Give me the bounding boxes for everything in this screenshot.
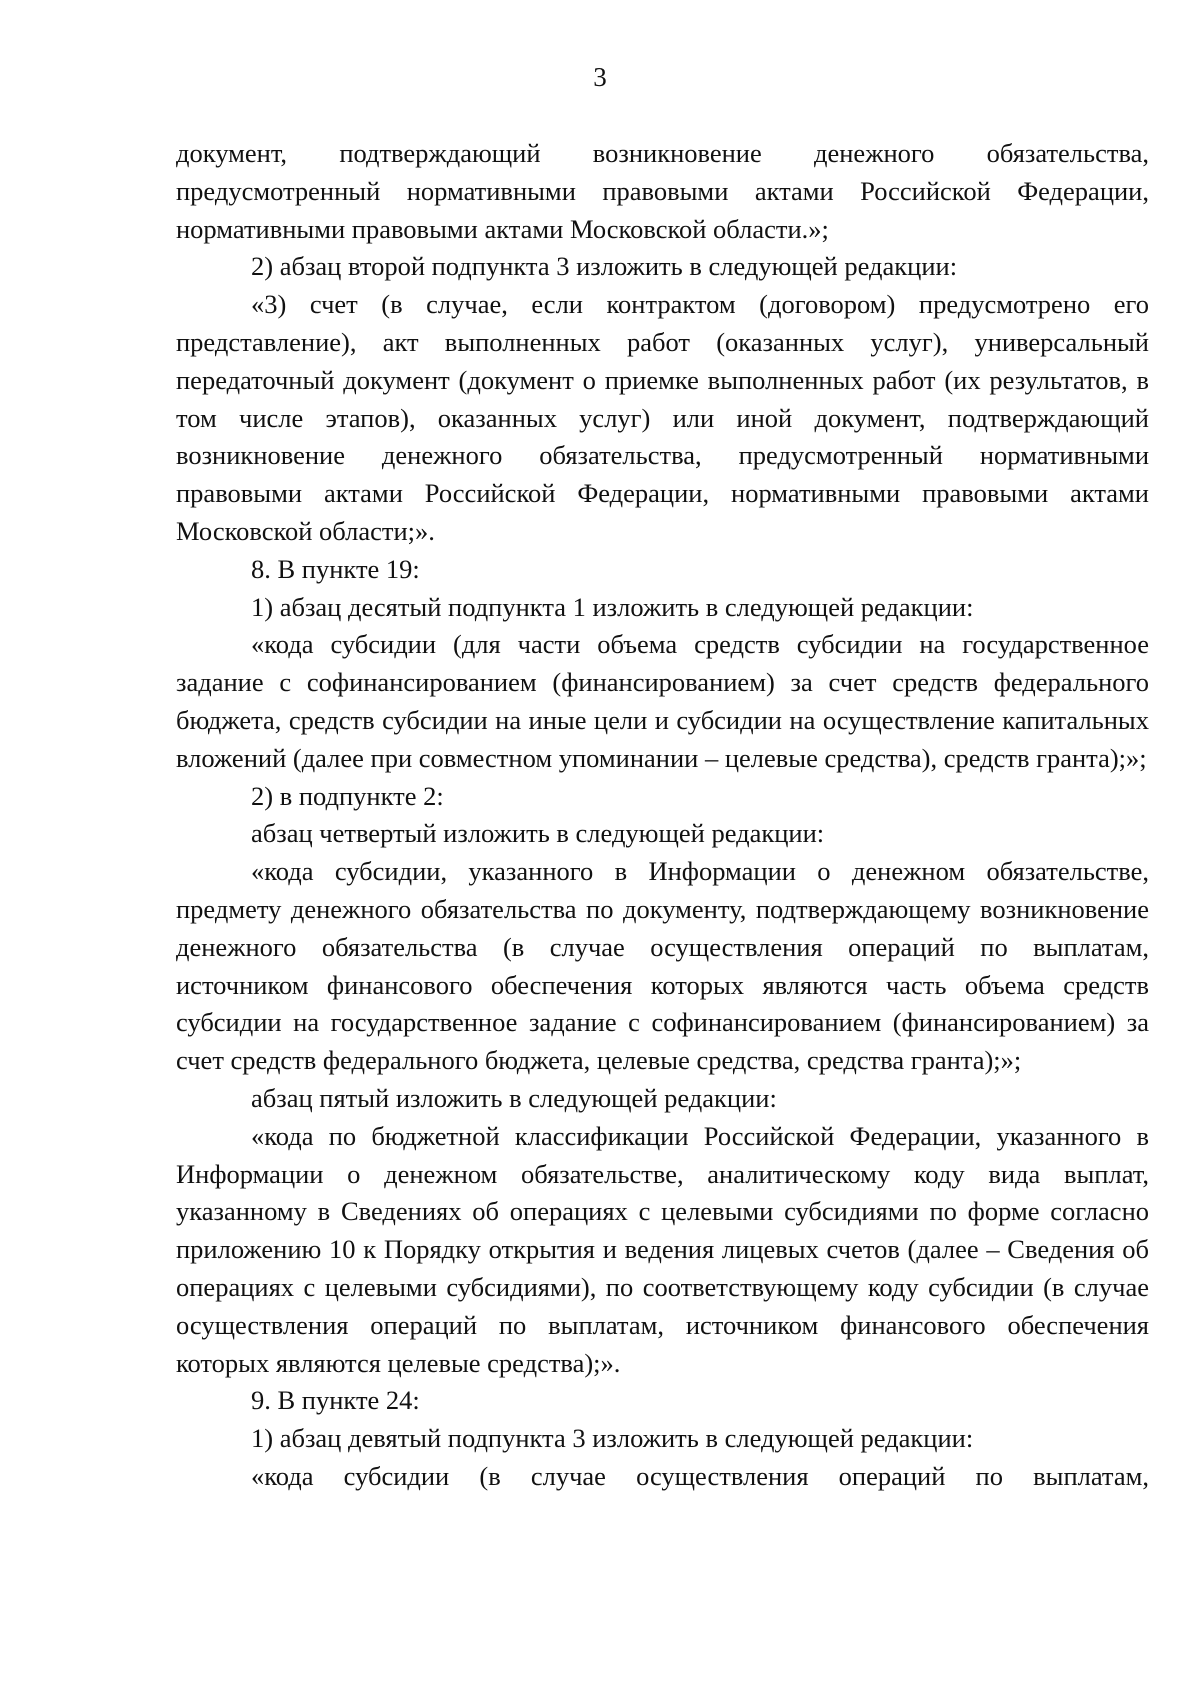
paragraph: абзац четвертый изложить в следующей редакции: (251, 818, 825, 849)
paragraph: «кода субсидии (для части объема средств субсидии на государственное задание с софинансированием (финансированием) за счет средств федерального бюджета, средств субсидии на иные цели и субсидии на осуществление капитальных вложений (далее при совместном упоминании – целевые средства), средств гранта);»; (176, 629, 1149, 773)
document-body (176, 135, 1149, 1496)
paragraph: абзац пятый изложить в следующей редакции: (251, 1082, 777, 1113)
page-number: 3 (593, 62, 607, 92)
paragraph: «кода субсидии (в случае осуществления операций по выплатам, (251, 1460, 1149, 1491)
paragraph: документ, подтверждающий возникновение денежного обязательства, предусмотренный нормативными правовыми актами Российской Федерации, нормативными правовыми актами Московской области.»; (176, 138, 1149, 244)
paragraph: 2) в подпункте 2: (251, 780, 444, 811)
paragraph: 8. В пункте 19: (251, 553, 420, 584)
paragraph: «кода субсидии, указанного в Информации о денежном обязательстве, предмету денежного обязательства по документу, подтверждающему возникновение денежного обязательства (в случае осуществления операций по выплатам, источником финансового обеспечения которых являются часть объема средств субсидии на государственное задание с софинансированием (финансированием) за счет средств федерального бюджета, целевые средства, средства гранта);»; (176, 856, 1149, 1076)
paragraph: 1) абзац девятый подпункта 3 изложить в следующей редакции: (251, 1423, 974, 1454)
paragraph: 9. В пункте 24: (251, 1385, 420, 1416)
paragraph: 2) абзац второй подпункта 3 изложить в следующей редакции: (251, 251, 958, 282)
paragraph: «3) счет (в случае, если контрактом (договором) предусмотрено его представление), акт выполненных работ (оказанных услуг), универсальный передаточный документ (документ о приемке выполненных работ (их результатов, в том числе этапов), оказанных услуг) или иной документ, подтверждающий возникновение денежного обязательства, предусмотренный нормативными правовыми актами Российской Федерации, нормативными правовыми актами Московской области;». (176, 289, 1149, 546)
paragraph: 1) абзац десятый подпункта 1 изложить в следующей редакции: (251, 591, 974, 622)
paragraph: «кода по бюджетной классификации Российской Федерации, указанного в Информации о денежном обязательстве, аналитическому коду вида выплат, указанному в Сведениях об операциях с целевыми субсидиями по форме согласно приложению 10 к Порядку открытия и ведения лицевых счетов (далее – Сведения об операциях с целевыми субсидиями), по соответствующему коду субсидии (в случае осуществления операций по выплатам, источником финансового обеспечения которых являются целевые средства);». (176, 1120, 1149, 1378)
